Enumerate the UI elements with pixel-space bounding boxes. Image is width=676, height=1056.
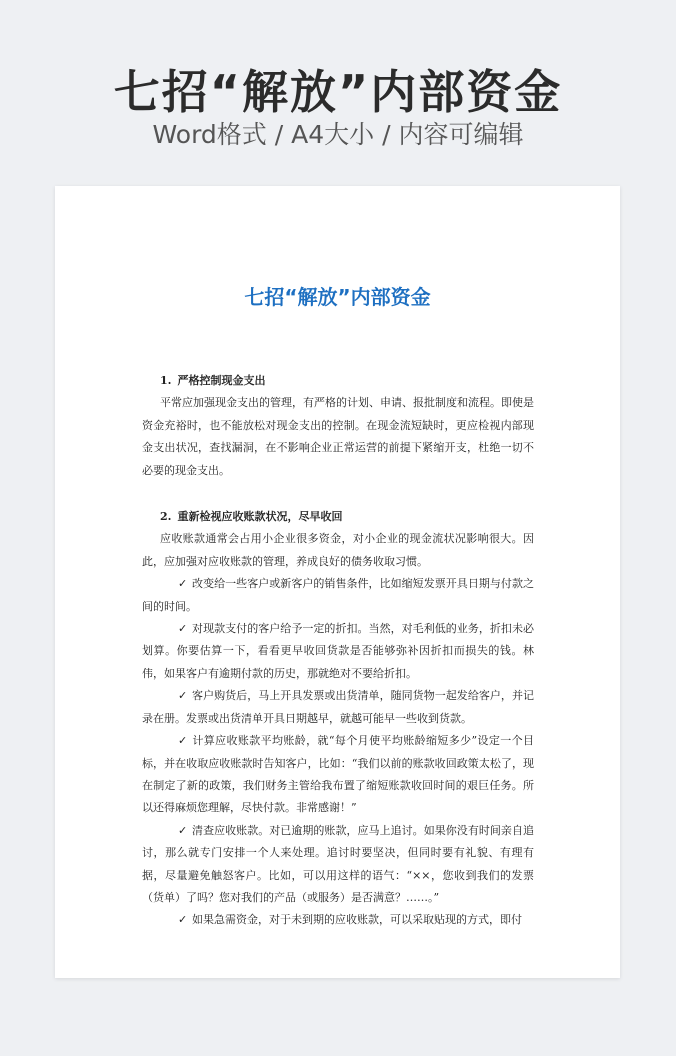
- section-number: 1.: [160, 374, 172, 387]
- list-item: [142, 909, 534, 931]
- banner-subtitle: Word格式 / A4大小 / 内容可编辑: [152, 120, 524, 149]
- list-item-text: 客户购货后，马上开具发票或出货清单，随同货物一起发给客户，并记录在册。发票或出货清单开具日期越早，就越可能早一些收到货款。: [142, 689, 534, 725]
- document-body: [142, 370, 534, 932]
- list-item: [142, 618, 534, 685]
- list-item: [142, 730, 534, 820]
- list-item-text: 改变给一些客户或新客户的销售条件，比如缩短发票开具日期与付款之间的时间。: [142, 577, 534, 613]
- list-item-text: 如果急需资金，对于未到期的应收账款，可以采取贴现的方式，即付: [192, 913, 522, 927]
- list-item-text: 清查应收账款。对已逾期的账款，应马上追讨。如果你没有时间亲自追讨，那么就专门安排一个人来处理。追讨时要坚决，但同时要有礼貌、有理有据，尽量避免触怒客户。比如，可以用这样的语气：“××，您收到我们的发票（货单）了吗？您对我们的产品（或服务）是否满意？……。”: [142, 823, 534, 904]
- checkmark-icon: ✓: [178, 823, 188, 837]
- banner-title: 七招“解放”内部资金: [113, 65, 563, 119]
- checkmark-icon: ✓: [178, 622, 188, 636]
- section-heading-text: 严格控制现金支出: [177, 374, 266, 387]
- list-item: [142, 820, 534, 910]
- document-page: [55, 186, 620, 978]
- document-title: 七招“解放”内部资金: [244, 285, 431, 309]
- checkmark-icon: ✓: [178, 577, 188, 591]
- paragraph: 应收账款通常会占用小企业很多资金，对小企业的现金流状况影响很大。因此，应加强对应收账款的管理，养成良好的债务收取习惯。: [142, 532, 534, 568]
- section-heading: [142, 370, 534, 392]
- section-heading-text: 重新检视应收账款状况，尽早收回: [177, 510, 343, 524]
- section-number: 2.: [160, 510, 172, 524]
- list-item: [142, 685, 534, 730]
- list-item: [142, 573, 534, 618]
- section-heading: [142, 506, 534, 528]
- list-item-text: 对现款支付的客户给予一定的折扣。当然，对毛利低的业务，折扣未必划算。你要估算一下，看看更早收回货款是否能够弥补因折扣而损失的钱。林伟，如果客户有逾期付款的历史，那就绝对不要给折扣。: [142, 622, 534, 680]
- list-item-text: 计算应收账款平均账龄，就“每个月使平均账龄缩短多少”设定一个目标，并在收取应收账款时告知客户，比如：“我们以前的账款收回政策太松了，现在制定了新的政策，我们财务主管给我布置了缩短账款收回时间的艰巨任务。所以还得麻烦您理解，尽快付款。非常感谢！”: [142, 734, 534, 815]
- paragraph: 平常应加强现金支出的管理，有严格的计划、申请、报批制度和流程。即使是资金充裕时，也不能放松对现金支出的控制。在现金流短缺时，更应检视内部现金支出状况，查找漏洞，在不影响企业正常运营的前提下紧缩开支，杜绝一切不必要的现金支出。: [142, 396, 534, 477]
- checkmark-icon: ✓: [178, 913, 188, 927]
- checkmark-icon: ✓: [178, 734, 188, 748]
- checkmark-icon: ✓: [178, 689, 188, 703]
